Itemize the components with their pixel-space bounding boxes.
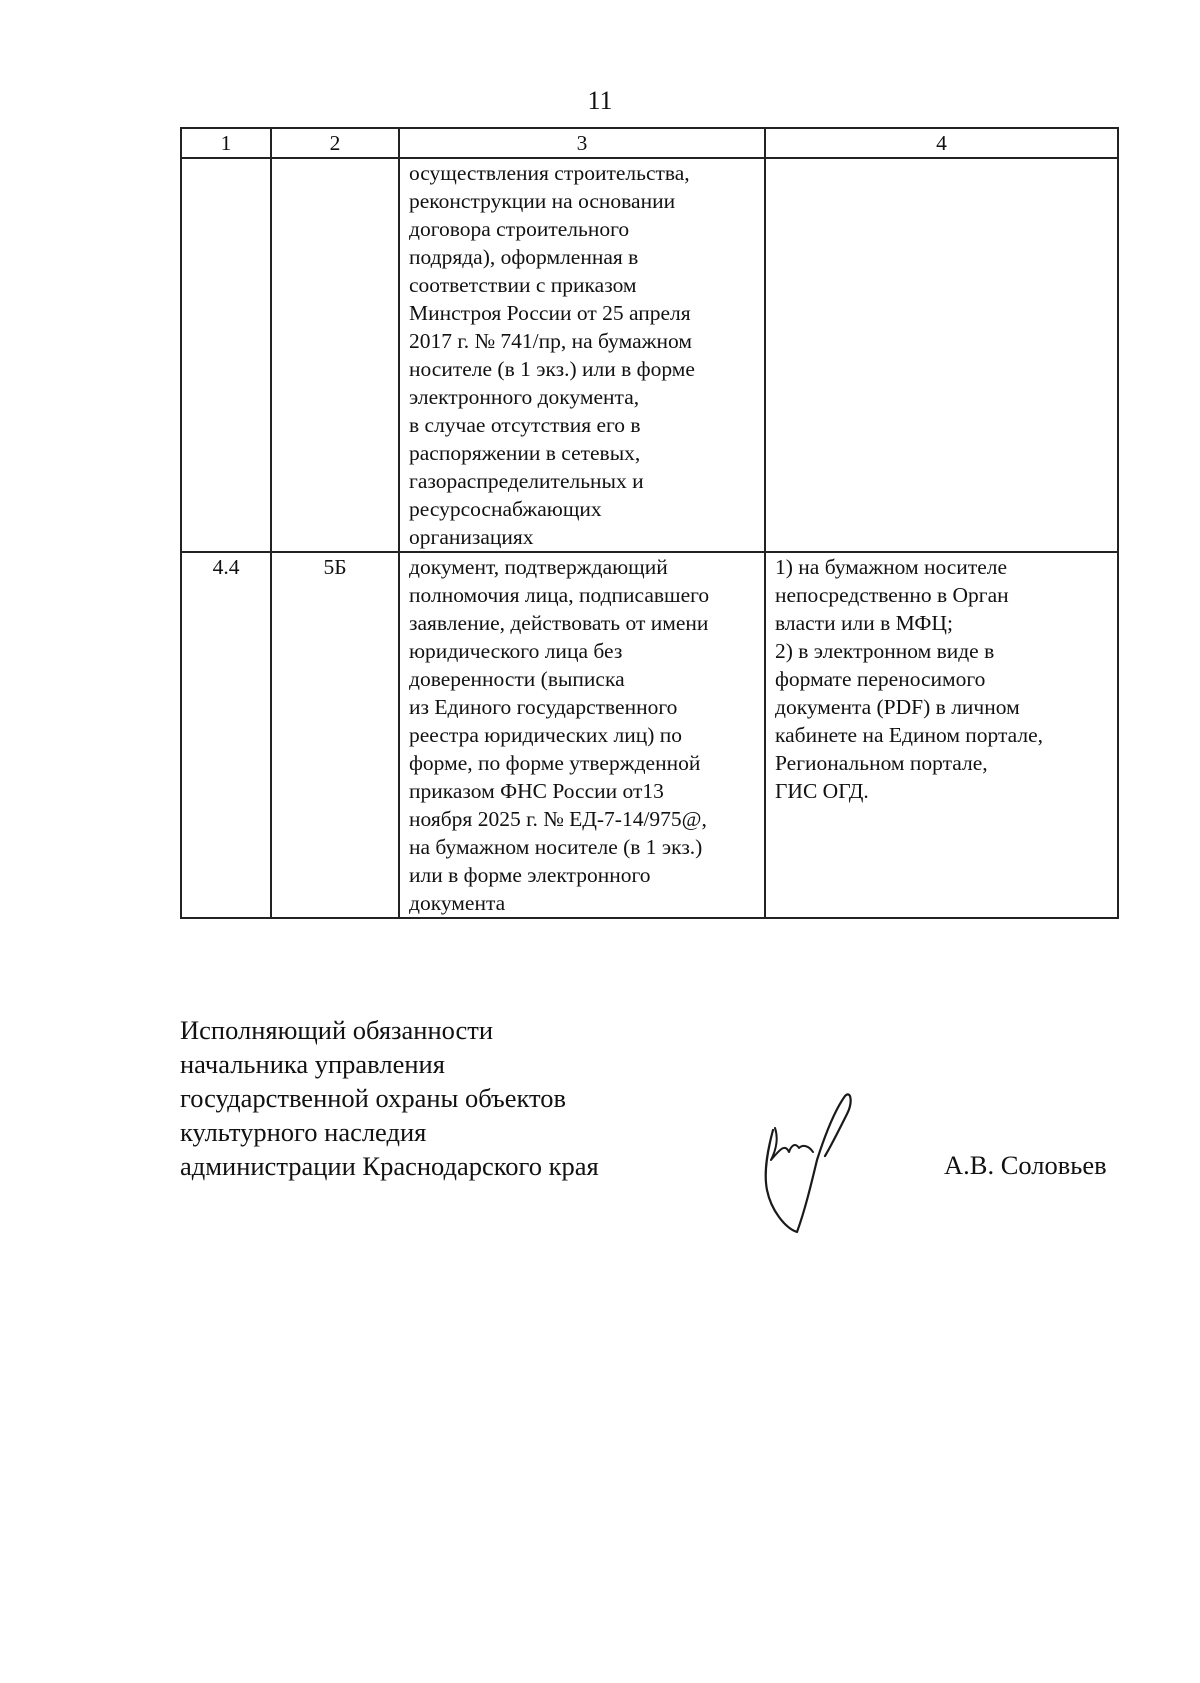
description-line: доверенности (выписка	[409, 667, 625, 691]
description-line: реестра юридических лиц) по	[409, 723, 683, 747]
description-line: реконструкции на основании	[409, 189, 676, 213]
method-line: 2) в электронном виде в	[775, 639, 995, 663]
document-description-cell	[399, 552, 765, 918]
document-table	[180, 127, 1119, 919]
description-line: приказом ФНС России от13	[409, 779, 664, 803]
description-line: полномочия лица, подписавшего	[409, 583, 710, 607]
method-line: формате переносимого	[775, 667, 986, 691]
method-line: Региональном портале,	[775, 751, 988, 775]
description-line: 2017 г. № 741/пр, на бумажном	[409, 329, 692, 353]
method-line: власти или в МФЦ;	[775, 611, 953, 635]
description-line: из Единого государственного	[409, 695, 678, 719]
column-header-1: 1	[181, 128, 271, 158]
description-line: или в форме электронного	[409, 863, 651, 887]
method-line: 1) на бумажном носителе	[775, 555, 1008, 579]
page-number: 11	[587, 86, 613, 115]
description-line: ресурсоснабжающих	[409, 497, 602, 521]
method-line: кабинете на Едином портале,	[775, 723, 1044, 747]
description-line: форме, по форме утвержденной	[409, 751, 701, 775]
column-header-4: 4	[765, 128, 1118, 158]
table-row	[181, 158, 1118, 552]
description-line: документ, подтверждающий	[409, 555, 668, 579]
submission-method-cell	[765, 552, 1118, 918]
signatory-title-line: государственной охраны объектов	[180, 1083, 567, 1113]
description-line: Минстроя России от 25 апреля	[409, 301, 691, 325]
submission-method-cell	[765, 158, 1118, 552]
method-line: ГИС ОГД.	[775, 779, 869, 803]
description-line: подряда), оформленная в	[409, 245, 639, 269]
description-line: договора строительного	[409, 217, 630, 241]
description-line: организациях	[409, 525, 534, 549]
row-number-cell: 4.4	[181, 552, 271, 918]
method-line: непосредственно в Орган	[775, 583, 1009, 607]
description-line: соответствии с приказом	[409, 273, 637, 297]
description-line: на бумажном носителе (в 1 экз.)	[409, 835, 703, 859]
signatory-name: А.В. Соловьев	[944, 1150, 1107, 1180]
description-line: документа	[409, 891, 506, 915]
description-line: носителе (в 1 экз.) или в форме	[409, 357, 695, 381]
row-number-cell	[181, 158, 271, 552]
row-code-cell: 5Б	[271, 552, 399, 918]
method-line: документа (PDF) в личном	[775, 695, 1020, 719]
description-line: заявление, действовать от имени	[409, 611, 709, 635]
table-row	[181, 552, 1118, 918]
signatory-title	[180, 1013, 599, 1183]
row-code-cell	[271, 158, 399, 552]
table-header-row	[181, 128, 1118, 158]
column-header-2: 2	[271, 128, 399, 158]
description-line: осуществления строительства,	[409, 161, 690, 185]
description-line: газораспределительных и	[409, 469, 644, 493]
description-line: электронного документа,	[409, 385, 640, 409]
handwritten-signature	[755, 1090, 865, 1240]
signatory-title-line: Исполняющий обязанности	[180, 1015, 494, 1045]
description-line: ноября 2025 г. № ЕД-7-14/975@,	[409, 807, 707, 831]
description-line: в случае отсутствия его в	[409, 413, 641, 437]
description-line: юридического лица без	[409, 639, 623, 663]
column-header-3: 3	[399, 128, 765, 158]
signatory-title-line: культурного наследия	[180, 1117, 427, 1147]
signatory-title-line: администрации Краснодарского края	[180, 1151, 599, 1181]
document-description-cell	[399, 158, 765, 552]
description-line: распоряжении в сетевых,	[409, 441, 641, 465]
signatory-title-line: начальника управления	[180, 1049, 445, 1079]
